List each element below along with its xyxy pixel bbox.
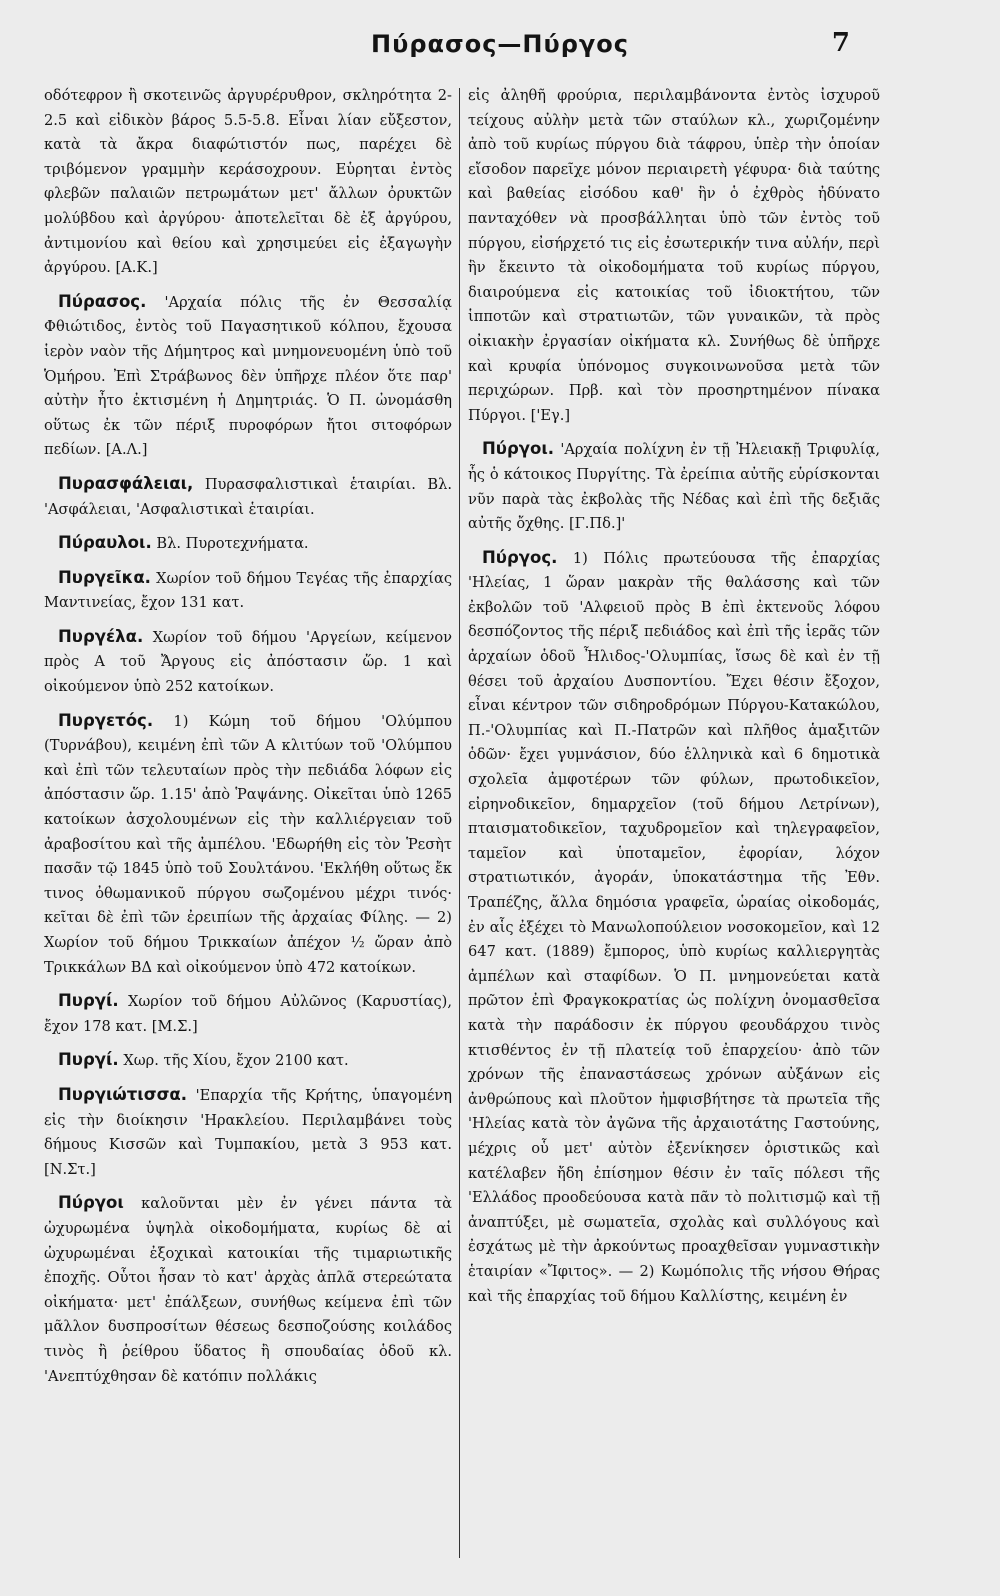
entry-pyrgi-chiou [44,1048,452,1074]
entry-pyrasfaleiai [44,472,452,522]
page-number: 7 [831,28,850,58]
entry-pyrgela [44,625,452,700]
column-divider [459,88,460,1558]
entry-text: Πυρασφαλιστικαὶ ἑταιρίαι. Βλ. 'Ασφάλειαι, 'Ασφαλιστικαὶ ἑταιρίαι. [44,475,452,518]
entry-pyrgoi-town [468,437,880,536]
right-column [468,84,880,1584]
entry-text: 'Αρχαία πόλις τῆς ἐν Θεσσαλίᾳ Φθιώτιδος, ἐντὸς τοῦ Παγασητικοῦ κόλπου, ἔχουσα ἱερὸν ναὸν τῆς Δήμητρος καὶ μνημονευομένη ὑπὸ τοῦ Ὁμήρου. Ἐπὶ Στράβωνος δὲν ὑπῆρχε πλέον ὅτε παρ' αὐτὴν ἦτο ἐκτισμένη ἡ Δημητριάς. Ὁ Π. ὠνομάσθη οὕτως ἐκ τῶν πέριξ πυροφόρων ἤτοι σιτοφόρων πεδίων. [Α.Λ.] [44,293,452,459]
entry-headword: Πυργετός. [58,710,154,730]
entry-headword: Πυργέλα. [58,626,144,646]
entry-continuation [44,84,452,281]
entry-pyrgetos [44,709,452,981]
entry-pyrgos [468,546,880,1309]
entry-headword: Πύργοι [58,1193,124,1213]
entry-headword: Πυργιώτισσα. [58,1084,188,1104]
entry-headword: Πυργί. [58,1050,119,1070]
entry-text: Χωρίον τοῦ δήμου Αὐλῶνος (Καρυστίας), ἔχον 178 κατ. [Μ.Σ.] [44,993,452,1035]
entry-continuation [468,84,880,428]
entry-pyrgeika [44,566,452,616]
entry-headword: Πύργοι. [482,439,555,459]
entry-headword: Πυργί. [58,991,119,1011]
entry-text: οδότεφρον ἢ σκοτεινῶς ἀργυρέρυθρον, σκληρότητα 2-2.5 καὶ εἰδικὸν βάρος 5.5-5.8. Εἶναι λίαν εὔξεστον, κατὰ τὰ ἄκρα διαφώτιστόν πως, παρέχει δὲ τριβόμενον γραμμὴν κεράσοχρουν. Εὑρηται ἐντὸς φλεβῶν παλαιῶν πετρωμάτων μετ' ἄλλων ὀρυκτῶν μολύβδου καὶ ἀργύρου· ἀποτελεῖται δὲ ἐξ ἀργύρου, ἀντιμονίου καὶ θείου καὶ χρησιμεύει εἰς ἐξαγωγὴν ἀργύρου. [Α.Κ.] [44,87,452,277]
entry-pyrauloi [44,531,452,557]
entry-text: καλοῦνται μὲν ἐν γένει πάντα τὰ ὠχυρωμένα ὑψηλὰ οἰκοδομήματα, κυρίως δὲ αἱ ὠχυρωμέναι ἐξοχικαὶ κατοικίαι τῆς τιμαριωτικῆς ἐποχῆς. Οὗτοι ἦσαν τὸ κατ' ἀρχὰς ἁπλᾶ στερεώτατα οἰκήματα· μετ' ἐπάλξεων, συνήθως κείμενα ἐπὶ τῶν μᾶλλον δυσπροσίτων θέσεως δεσποζούσης κοιλάδος τινὸς ἢ ῥείθρου ὕδατος ἢ σπουδαίας ὁδοῦ κλ. 'Ανεπτύχθησαν δὲ κατόπιν πολλάκις [44,1195,452,1385]
entry-text: Χωρίον τοῦ δήμου Τεγέας τῆς ἐπαρχίας Μαντινείας, ἔχον 131 κατ. [44,569,452,612]
entry-pyrgiotissa [44,1083,452,1182]
entry-text: Βλ. Πυροτεχνήματα. [151,535,309,553]
entry-text: Χωρίον τοῦ δήμου 'Αργείων, κείμενον πρὸς Α τοῦ Ἄργους εἰς ἀπόστασιν ὥρ. 1 καὶ οἰκούμενον ὑπὸ 252 κατοίκων. [44,628,452,696]
page-header [0,30,1000,70]
entry-headword: Πύραυλοι. [58,533,152,553]
running-title: Πύρασος—Πύργος [371,30,629,58]
entry-text: 'Αρχαία πολίχνη ἐν τῇ Ἠλειακῇ Τριφυλίᾳ, ἧς ὁ κάτοικος Πυργίτης. Τὰ ἐρείπια αὐτῆς εὑρίσκονται νῦν παρὰ τὰς ἐκβολὰς τῆς Νέδας καὶ ἐπὶ τῆς δεξιᾶς αὐτῆς ὄχθης. [Γ.Πδ.]' [468,441,880,533]
entry-pyrasos [44,290,452,463]
entry-text: Χωρ. τῆς Χίου, ἔχον 2100 κατ. [118,1052,349,1070]
entry-text: εἰς ἀληθῆ φρούρια, περιλαμβάνοντα ἐντὸς ἰσχυροῦ τείχους αὐλὴν μετὰ τῶν σταύλων κλ., χωριζομένην ἀπὸ τοῦ κυρίως πύργου διὰ τάφρου, ὑπὲρ τὴν ὁποίαν εἴσοδον παρεῖχε μόνον περιαιρετὴ γέφυρα· διὰ ταύτης καὶ βαθείας εἰσόδου καθ' ἣν ὁ ἐχθρὸς ἠδύνατο πανταχόθεν νὰ προσβάλληται ὑπὸ τῶν ἐντὸς τοῦ πύργου, εἰσήρχετό τις εἰς ἐσωτερικήν τινα αὐλήν, περὶ ἣν ἔκειντο τὰ οἰκοδομήματα τοῦ κυρίως πύργου, διαιρούμενα εἰς κατοικίας τοῦ ἰδιοκτήτου, τῶν ἱπποτῶν καὶ στρατιωτῶν, τῶν γυναικῶν, τὰ πρὸς οἰκιακὴν ἐργασίαν οἰκήματα κλ. Συνήθως δὲ ὑπῆρχε καὶ κρυφία ὑπόνομος συγκοινωνοῦσα μετὰ τῶν περιχώρων. Πρβ. καὶ τὸν προσηρτημένον πίνακα Πύργοι. ['Εγ.] [468,87,880,424]
entry-pyrgoi-towers [44,1191,452,1389]
entry-headword: Πυργεῖκα. [58,567,151,587]
entry-text: 1) Κώμη τοῦ δήμου 'Ολύμπου (Τυρνάβου), κειμένη ἐπὶ τῶν Α κλιτύων τοῦ 'Ολύμπου καὶ ἐπὶ τῶν τελευταίων πρὸς τὴν πεδιάδα λόφων εἰς ἀπόστασιν ὥρ. 1.15' ἀπὸ Ῥαψάνης. Οἰκεῖται ὑπὸ 1265 κατοίκων ἀσχολουμένων εἰς τὴν καλλιέργειαν τοῦ ἀραβοσίτου καὶ τῆς ἀμπέλου. 'Εδωρήθη εἰς τὸν Ῥεσὴτ πασᾶν τῷ 1845 ὑπὸ τοῦ Σουλτάνου. 'Εκλήθη οὕτως ἔκ τινος ὀθωμανικοῦ πύργου σωζομένου μέχρι τινός· κεῖται δὲ ἐπὶ τῶν ἐρειπίων τῆς ἀρχαίας Φίλης. — 2) Χωρίον τοῦ δήμου Τρικκαίων ἀπέχον ½ ὥραν ἀπὸ Τρικκάλων ΒΔ καὶ οἰκούμενον ὑπὸ 472 κατοίκων. [44,712,452,976]
entry-headword: Πύρασος. [58,291,147,311]
entry-text: 'Επαρχία τῆς Κρήτης, ὑπαγομένη εἰς τὴν διοίκησιν 'Ηρακλείου. Περιλαμβάνει τοὺς δήμους Κισσῶν καὶ Τυμπακίου, μετὰ 3 953 κατ. [Ν.Στ.] [44,1086,452,1178]
entry-headword: Πύργος. [482,547,558,567]
left-column [44,84,452,1584]
entry-text: 1) Πόλις πρωτεύουσα τῆς ἐπαρχίας 'Ηλείας, 1 ὥραν μακρὰν τῆς θαλάσσης καὶ τῶν ἐκβολῶν τοῦ 'Αλφειοῦ πρὸς Β ἐπὶ ἐκτενοῦς λόφου δεσπόζοντος τῆς πέριξ πεδιάδος καὶ ἐπὶ τῆς ἱερᾶς τῶν ἀρχαίων ὁδοῦ Ἦλιδος-'Ολυμπίας, ἴσως δὲ καὶ ἐν τῇ θέσει τοῦ ἀρχαίου Δυσποντίου. Ἔχει θέσιν ἔξοχον, εἶναι κέντρον τῶν σιδηροδρόμων Πύργου-Κατακώλου, Π.-'Ολυμπίας καὶ Π.-Πατρῶν καὶ πλῆθος ἁμαξιτῶν ὁδῶν· ἔχει γυμνάσιον, δύο ἑλληνικὰ καὶ 6 δημοτικὰ σχολεῖα ἀμφοτέρων τῶν φύλων, πρωτοδικεῖον, εἰρηνοδικεῖον, δημαρχεῖον (τοῦ δήμου Λετρίνων), πταισματοδικεῖον, ταχυδρομεῖον καὶ τηλεγραφεῖον, ταμεῖον καὶ ὑποταμεῖον, ἐφορίαν, λόχον στρατιωτικόν, ἀγοράν, ὑποκατάστημα τῆς Ἐθν. Τραπέζης, ἄλλα δημόσια γραφεῖα, ὡραίας οἰκοδομάς, ἐν αἷς ἐξέχει τὸ Μανωλοπούλειον νοσοκομεῖον, καὶ 12 647 κατ. (1889) ἔμπορος, ὑπὸ κυρίως καλλιεργητὰς ἀμπέλων καὶ σταφίδων. Ὁ Π. μνημονεύεται κατὰ πρῶτον ἐπὶ Φραγκοκρατίας ὡς πολίχνη ὀνομασθεῖσα κατὰ τὴν παράδοσιν ἐκ πύργου φεουδάρχου τινὸς κτισθέντος ἐν τῇ πλατείᾳ τοῦ ἐπαρχείου· ἀπὸ τῶν χρόνων τῆς ἐπαναστάσεως χρόνων αὐξάνων εἰς ἀνθρώπους καὶ πλοῦτον ἠμφισβήτησε τὰ πρωτεῖα τῆς 'Ηλείας κατὰ τὸν ἀγῶνα τῆς ἀρχαιοτάτης Γαστούνης, μέχρις οὗ μετ' αὐτὸν ἐξενίκησεν ὁριστικῶς καὶ κατέλαβεν ἤδη ἐπίσημον θέσιν ἐν ταῖς πόλεσι τῆς 'Ελλάδος προοδεύουσα κατὰ πᾶν τὸ πολιτισμῷ καὶ τῇ ἀναπτύξει, μὲ σωματεῖα, σχολὰς καὶ συλλόγους καὶ ἐσχάτως μὲ τὴν ἀρκούντως προαχθεῖσαν γυμναστικὴν ἑταιρίαν «Ἴφιτος». — 2) Κωμόπολις τῆς νήσου Θήρας καὶ τῆς ἐπαρχίας τοῦ δήμου Καλλίστης, κειμένη ἐν [468,549,880,1305]
entry-pyrgi-karystias [44,989,452,1039]
entry-headword: Πυρασφάλειαι, [58,473,194,493]
